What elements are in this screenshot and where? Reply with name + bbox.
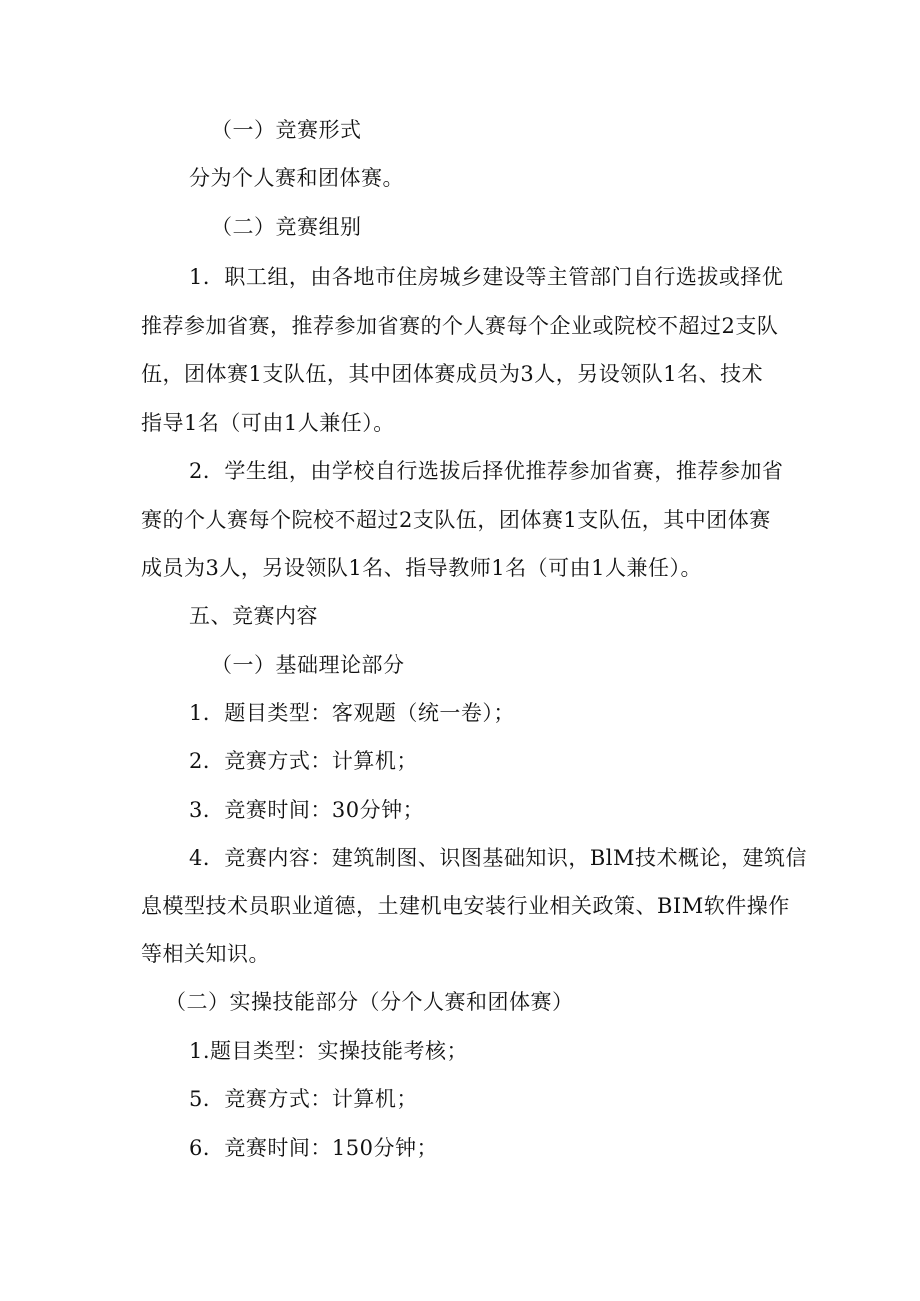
list-item: 3．竞赛时间：30分钟； [189, 798, 425, 822]
list-item: 5．竞赛方式：计算机； [189, 1087, 418, 1111]
list-item: 1．题目类型：客观题（统一卷）； [189, 701, 515, 725]
paragraph-line: 成员为3人，另设领队1名、指导教师1名（可由1人兼任）。 [141, 556, 702, 580]
subsection-heading-theory: （一）基础理论部分 [211, 653, 405, 677]
paragraph-line: 1．职工组，由各地市住房城乡建设等主管部门自行选拔或择优 [189, 265, 784, 289]
list-item: 4．竞赛内容：建筑制图、识图基础知识，BlM技术概论，建筑信 [189, 846, 808, 870]
paragraph-line: 分为个人赛和团体赛。 [189, 166, 404, 190]
paragraph-line: 等相关知识。 [141, 942, 270, 966]
paragraph-line: 伍，团体赛1支队伍，其中团体赛成员为3人，另设领队1名、技术 [141, 362, 764, 386]
list-item: 2．竞赛方式：计算机； [189, 749, 418, 773]
section-heading-competition-format: （一）竞赛形式 [211, 118, 362, 142]
section-heading-competition-groups: （二）竞赛组别 [211, 215, 362, 239]
paragraph-line: 息模型技术员职业道德，土建机电安装行业相关政策、BIM软件操作 [141, 894, 790, 918]
section-heading-competition-content: 五、竞赛内容 [189, 604, 318, 628]
paragraph-line: 指导1名（可由1人兼任）。 [141, 411, 395, 435]
paragraph-line: 推荐参加省赛，推荐参加省赛的个人赛每个企业或院校不超过2支队 [141, 314, 779, 338]
paragraph-line: 2．学生组，由学校自行选拔后择优推荐参加省赛，推荐参加省 [189, 459, 784, 483]
list-item: 6．竞赛时间：150分钟； [189, 1136, 438, 1160]
paragraph-line: 赛的个人赛每个院校不超过2支队伍，团体赛1支队伍，其中团体赛 [141, 508, 771, 532]
list-item: 1.题目类型：实操技能考核； [189, 1039, 469, 1063]
subsection-heading-practical: （二）实操技能部分（分个人赛和团体赛） [165, 990, 574, 1014]
